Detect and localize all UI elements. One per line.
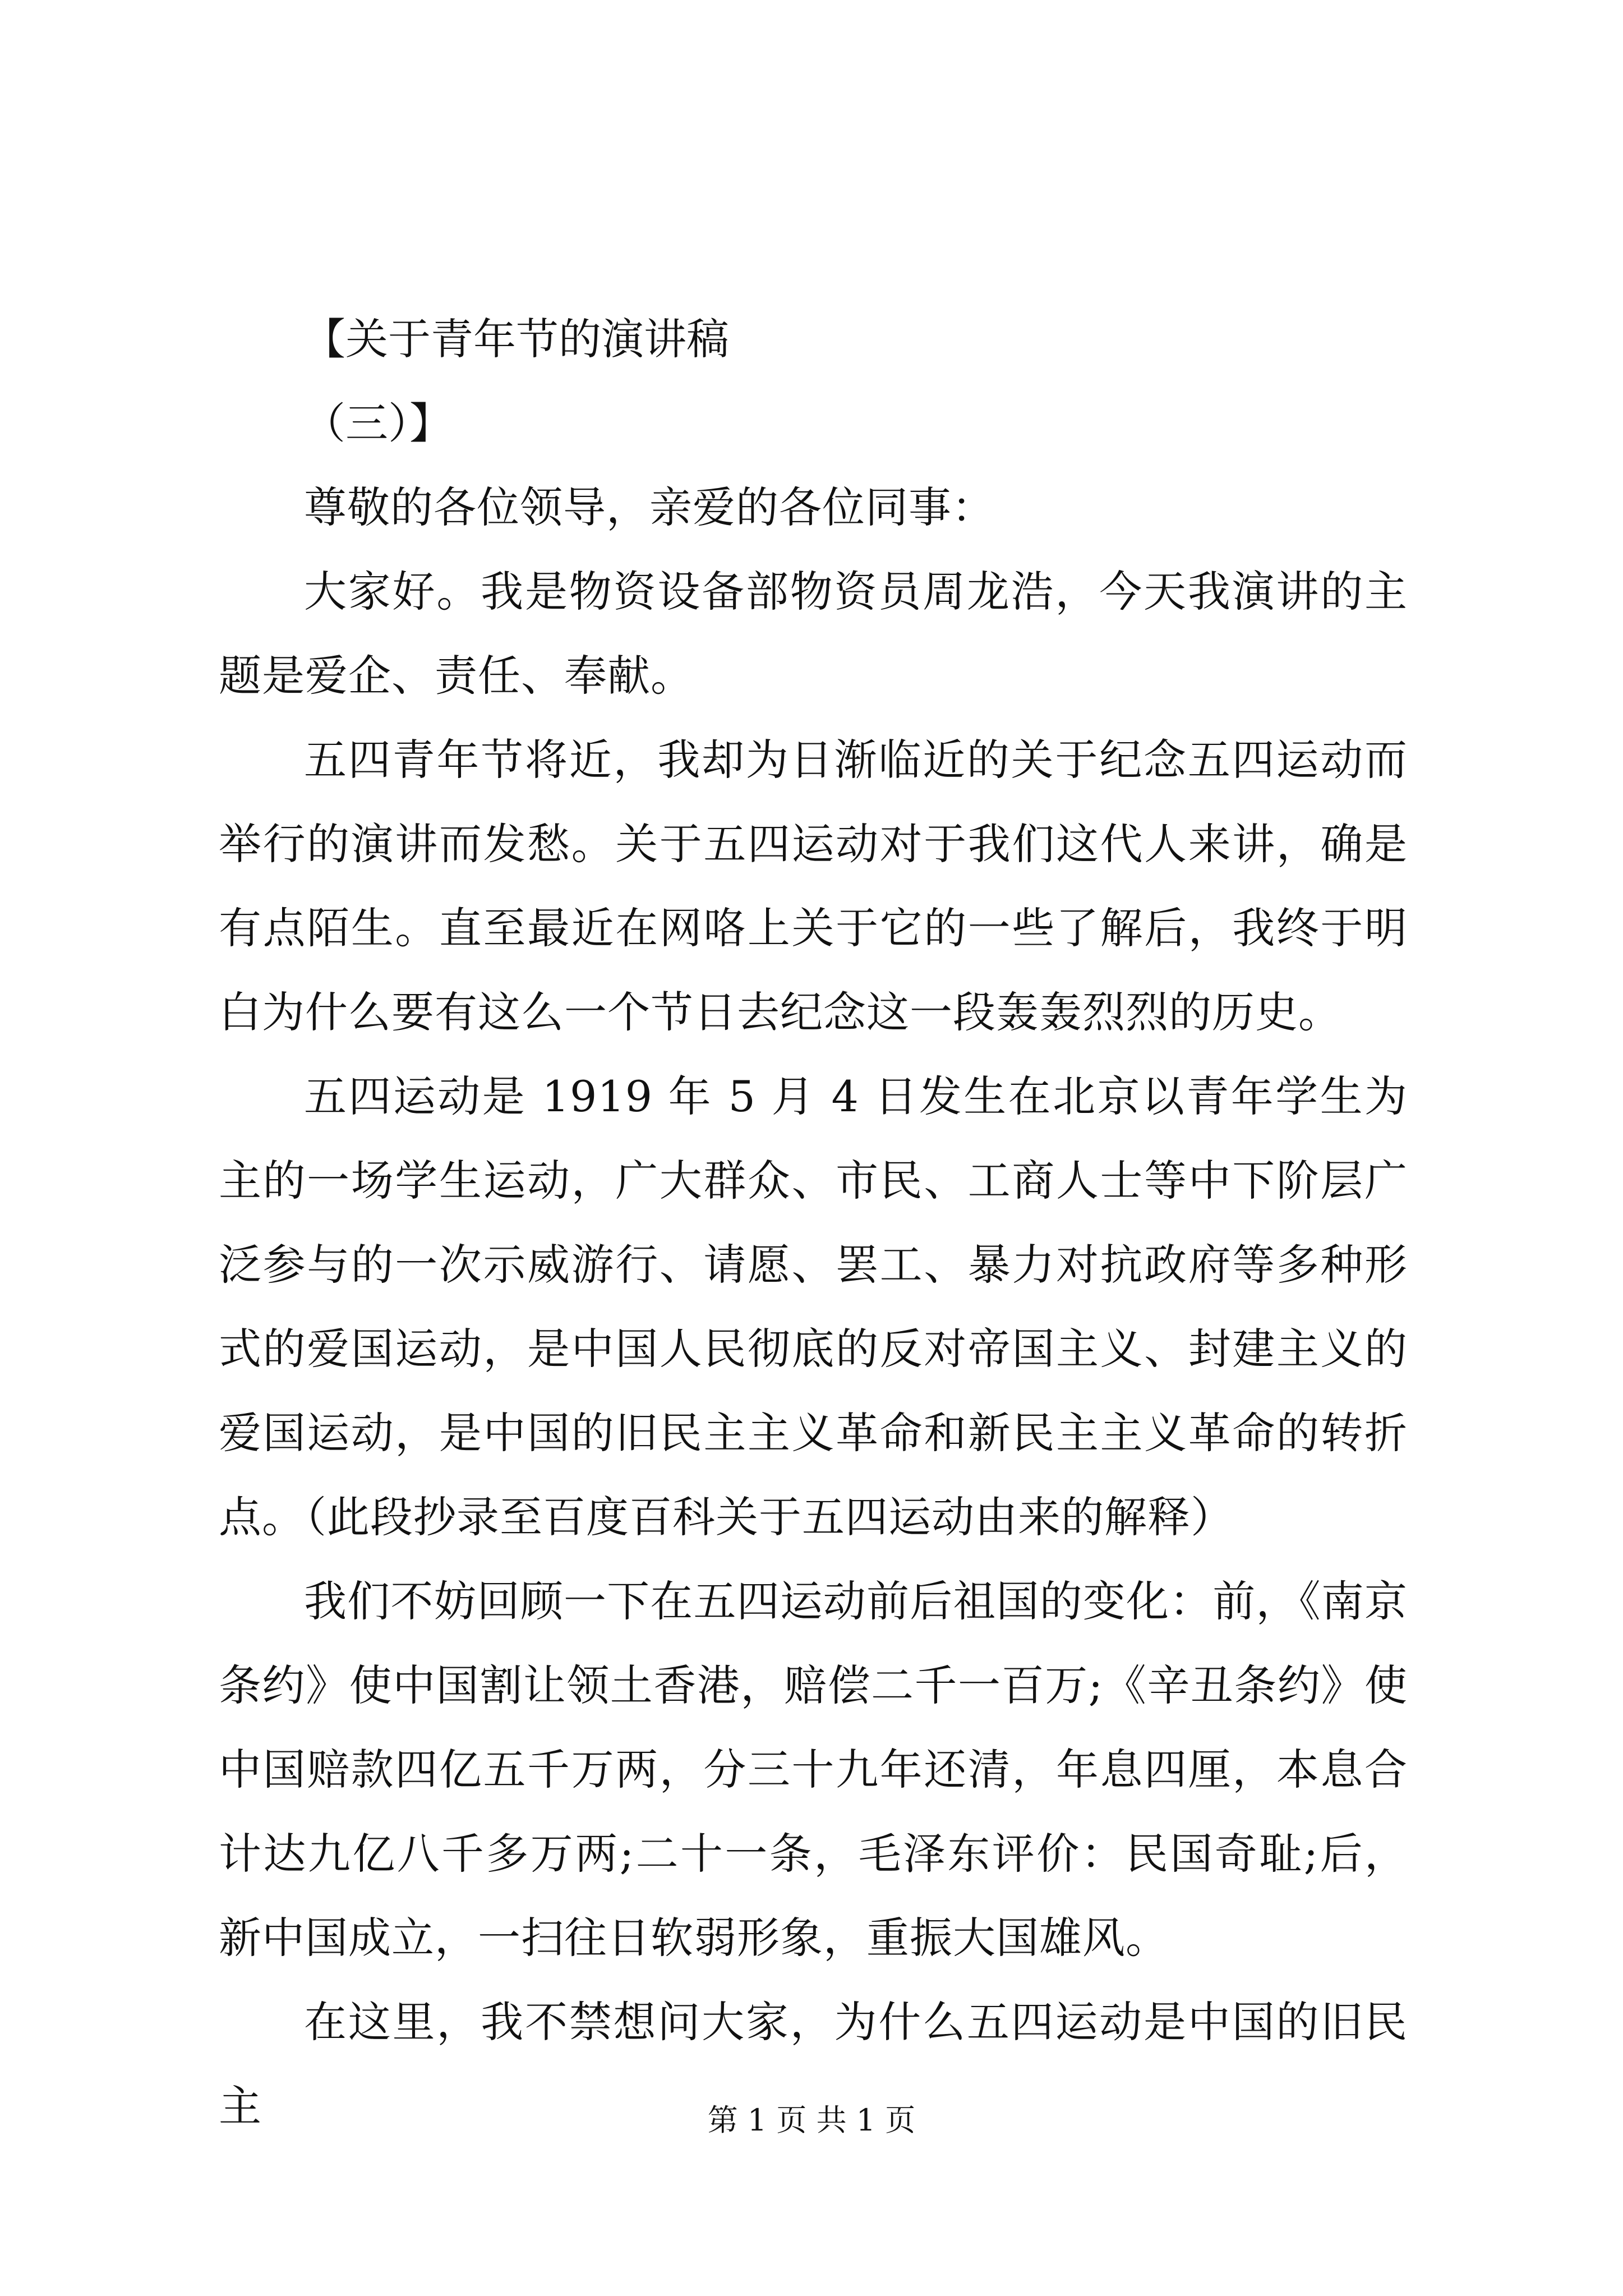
- paragraph-before-after: 我们不妨回顾一下在五四运动前后祖国的变化：前，《南京条约》使中国割让领土香港，赔偿二千一百万;《辛丑条约》使中国赔款四亿五千万两，分三十九年还清，年息四厘，本息合计达九亿八千多万两;二十一条，毛泽东评价：民国奇耻;后，新中国成立，一扫往日软弱形象，重振大国雄风。: [219, 1576, 1408, 1963]
- paragraph-introduction: 大家好。我是物资设备部物资员周龙浩，今天我演讲的主题是爱企、责任、奉献。: [219, 567, 1408, 701]
- document-title-line-2: （三）】: [303, 398, 452, 448]
- paragraph-may-fourth-history: 五四运动是 1919 年 5 月 4 日发生在北京以青年学生为主的一场学生运动，广大群众、市民、工商人士等中下阶层广泛参与的一次示威游行、请愿、罢工、暴力对抗政府等多种形式的爱国运动，是中国人民彻底的反对帝国主义、封建主义的爱国运动，是中国的旧民主主义革命和新民主主义革命的转折点。（此段抄录至百度百科关于五四运动由来的解释）: [219, 1071, 1408, 1542]
- document-title-line-1: 【关于青年节的演讲稿: [303, 314, 729, 364]
- paragraph-question: 在这里，我不禁想问大家，为什么五四运动是中国的旧民主: [219, 1997, 1408, 2131]
- paragraph-youth-day: 五四青年节将近，我却为日渐临近的关于纪念五四运动而举行的演讲而发愁。关于五四运动对于我们这代人来讲，确是有点陌生。直至最近在网咯上关于它的一些了解后，我终于明白为什么要有这么一个节日去纪念这一段轰轰烈烈的历史。: [219, 735, 1408, 1037]
- document-body: [219, 297, 1408, 2148]
- page-number-footer: 第 1 页 共 1 页: [707, 2102, 916, 2138]
- paragraph-salutation: 尊敬的各位领导，亲爱的各位同事：: [304, 482, 995, 532]
